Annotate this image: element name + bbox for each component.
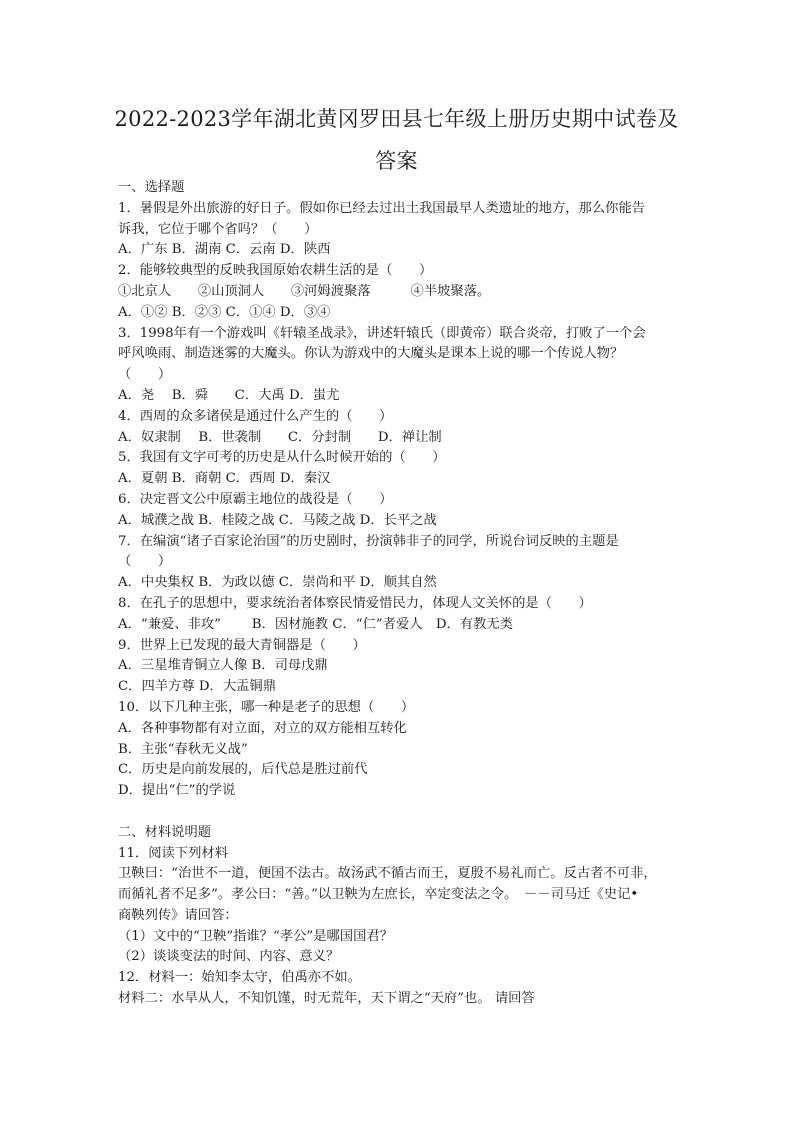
question-7-options: A．中央集权 B．为政以德 C．崇尚和平 D．顺其自然	[118, 575, 437, 591]
question-3-text-cont: 呼风唤雨、制造迷雾的大魔头。你认为游戏中的大魔头是课本上说的哪一个传说人物？	[118, 346, 624, 362]
question-4-text: 4．西周的众多诸侯是通过什么产生的（ ）	[118, 408, 393, 424]
question-10-option-b: B．主张“春秋无义战”	[118, 741, 248, 757]
question-2-options: A．①② B．②③ C．①④ D．③④	[118, 304, 331, 320]
question-9-options-1: A．三星堆青铜立人像 B．司母戊鼎	[118, 658, 328, 674]
question-2-items: ①北京人 ②山顶洞人 ③河姆渡聚落 ④半坡聚落。	[118, 283, 491, 299]
question-10-option-c: C．历史是向前发展的，后代总是胜过前代	[118, 762, 368, 778]
question-8-text: 8．在孔子的思想中，要求统治者体察民情爱惜民力，体现人文关怀的是（ ）	[118, 595, 592, 611]
question-11-material-1: 卫鞅曰：“治世不一道，便国不法古。故汤武不循古而王，夏殷不易礼而亡。反古者不可非，	[118, 866, 657, 882]
document-title-line-2: 答案	[375, 149, 418, 173]
question-11-subquestion-2: （2）谈谈变法的时间、内容、意义？	[118, 949, 340, 965]
section-heading-choice: 一、选择题	[118, 180, 185, 195]
question-11-material-2: 而循礼者不足多”。孝公曰：“善。”以卫鞅为左庶长，卒定变法之令。 －－司马迁《史记•	[118, 887, 639, 903]
question-10-option-a: A．各种事物都有对立面，对立的双方能相互转化	[118, 720, 407, 736]
question-10-option-d: D．提出“仁”的学说	[118, 783, 236, 799]
section-spacer	[118, 802, 678, 823]
question-5-options: A．夏朝 B．商朝 C．西周 D．秦汉	[118, 471, 331, 487]
document-title-line-1: 2022-2023学年湖北黄冈罗田县七年级上册历史期中试卷及	[114, 107, 679, 131]
question-2-text: 2．能够较典型的反映我国原始农耕生活的是（ ）	[118, 263, 433, 279]
question-9-text: 9．世界上已发现的最大青铜器是（ ）	[118, 637, 366, 653]
question-3-text: 3．1998年有一个游戏叫《轩辕圣战录》，讲述轩辕氏（即黄帝）联合炎帝，打败了一个会	[118, 325, 646, 341]
question-9-options-2: C．四羊方尊 D．大盂铜鼎	[118, 679, 277, 695]
question-1-text: 1．暑假是外出旅游的好日子。假如你已经去过出土我国最早人类遗址的地方，那么你能告	[118, 200, 646, 216]
question-8-options: A．“兼爱、非攻” B．因材施教 C．“仁”者爱人 D．有教无类	[118, 616, 513, 632]
question-11-material-3: 商鞅列传》请回答：	[118, 907, 238, 923]
question-3-options: A．尧 B．舜 C．大禹 D．蚩尤	[118, 387, 340, 403]
question-1-text-cont: 诉我，它位于哪个省吗？（ ）	[118, 221, 318, 237]
question-7-text: 7．在编演“诸子百家论治国”的历史剧时，扮演韩非子的同学，所说台词反映的主题是	[118, 533, 619, 549]
question-10-text: 10．以下几种主张，哪一种是老子的思想（ ）	[118, 699, 415, 715]
question-1-options: A．广东 B．湖南 C．云南 D．陕西	[118, 242, 331, 258]
question-12-material-1: 12．材料一：始知李太守，伯禹亦不如。	[118, 970, 361, 986]
question-4-options: A．奴隶制 B．世袭制 C．分封制 D．禅让制	[118, 429, 442, 445]
question-11-subquestion-1: （1）文中的“卫鞅”指谁？“孝公”是哪国国君？	[118, 928, 393, 944]
question-12-material-2: 材料二：水旱从人，不知饥馑，时无荒年，天下谓之“天府”也。 请回答	[118, 991, 535, 1007]
question-7-blank: （ ）	[118, 554, 172, 570]
section-heading-material: 二、材料说明题	[118, 824, 212, 840]
question-3-blank: （ ）	[118, 367, 172, 383]
question-6-text: 6．决定晋文公中原霸主地位的战役是（ ）	[118, 491, 393, 507]
question-6-options: A．城濮之战 B．桂陵之战 C．马陵之战 D．长平之战	[118, 512, 437, 528]
document-body	[118, 178, 678, 1010]
question-5-text: 5．我国有文字可考的历史是从什么时候开始的（ ）	[118, 450, 446, 466]
question-11-text: 11．阅读下列材料	[118, 845, 228, 861]
